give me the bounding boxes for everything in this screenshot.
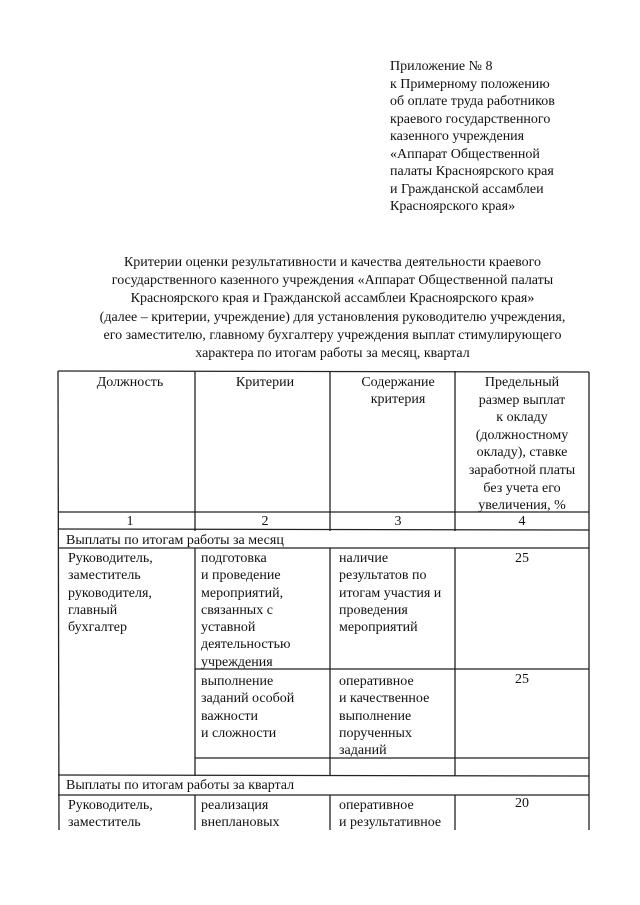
- header-max-payment: Предельный размер выплат к окладу (должностному окладу), ставке заработной платы без учета его увеличения, %: [468, 375, 576, 514]
- column-number-1: 1: [126, 514, 134, 529]
- table-border-left: [58, 371, 59, 830]
- column-number-2: 2: [261, 514, 269, 529]
- section-label-monthly: Выплаты по итогам работы за месяц: [66, 533, 284, 548]
- appendix-line: об оплате труда работников: [390, 94, 555, 109]
- section2-row1-value: 20: [515, 796, 529, 811]
- section2-row1-content: оперативное и результативное: [339, 798, 442, 831]
- title-line: (далее – критерии, учреждение) для установления руководителю учреждения,: [99, 309, 566, 325]
- section1-position: Руководитель, заместитель руководителя, главный бухгалтер: [68, 551, 153, 636]
- title-line: характера по итогам работы за месяц, квартал: [195, 346, 470, 362]
- title-line: его заместителю, главному бухгалтеру учреждения выплат стимулирующего: [103, 327, 562, 343]
- appendix-line: краевого государственного: [390, 111, 551, 127]
- header-position: Должность: [96, 375, 164, 390]
- title-line: Критерии оценки результативности и качества деятельности краевого: [123, 255, 542, 270]
- appendix-line: к Примерному положению: [390, 76, 550, 92]
- appendix-line: Приложение № 8: [390, 59, 493, 74]
- header-criteria: Критерии: [235, 375, 295, 390]
- appendix-line: «Аппарат Общественной: [390, 146, 540, 162]
- section2-position: Руководитель, заместитель: [68, 798, 153, 831]
- section1-row1-criteria: подготовка и проведение мероприятий, связанных с уставной деятельностью учреждения: [201, 551, 291, 670]
- section1-row1-content: наличие результатов по итогам участия и проведения мероприятий: [339, 551, 442, 636]
- appendix-line: Красноярского края»: [390, 199, 516, 214]
- section1-row1-value: 25: [515, 551, 529, 566]
- document-title: [40, 254, 625, 363]
- appendix-header: [390, 58, 630, 216]
- section1-row2-criteria: выполнение заданий особой важности и сложности: [201, 674, 295, 741]
- appendix-line: казенного учреждения: [390, 129, 525, 144]
- title-line: государственного казенного учреждения «Аппарат Общественной палаты: [111, 273, 554, 289]
- section2-row1-criteria: реализация внеплановых: [201, 798, 280, 831]
- table-line-subrow-bottom: [58, 775, 589, 776]
- section1-row2-content: оперативное и качественное выполнение порученных заданий: [339, 674, 430, 759]
- appendix-line: и Гражданской ассамблеи: [390, 181, 544, 197]
- section-label-quarterly: Выплаты по итогам работы за квартал: [66, 778, 295, 793]
- appendix-line: палаты Красноярского края: [390, 164, 554, 179]
- column-number-3: 3: [394, 514, 402, 529]
- title-line: Красноярского края и Гражданской ассамблеи Красноярского края»: [130, 291, 535, 307]
- section1-row2-value: 25: [515, 672, 529, 687]
- column-number-4: 4: [518, 514, 526, 529]
- table-border-top: [58, 371, 589, 372]
- header-content: Содержание критерия: [361, 375, 435, 408]
